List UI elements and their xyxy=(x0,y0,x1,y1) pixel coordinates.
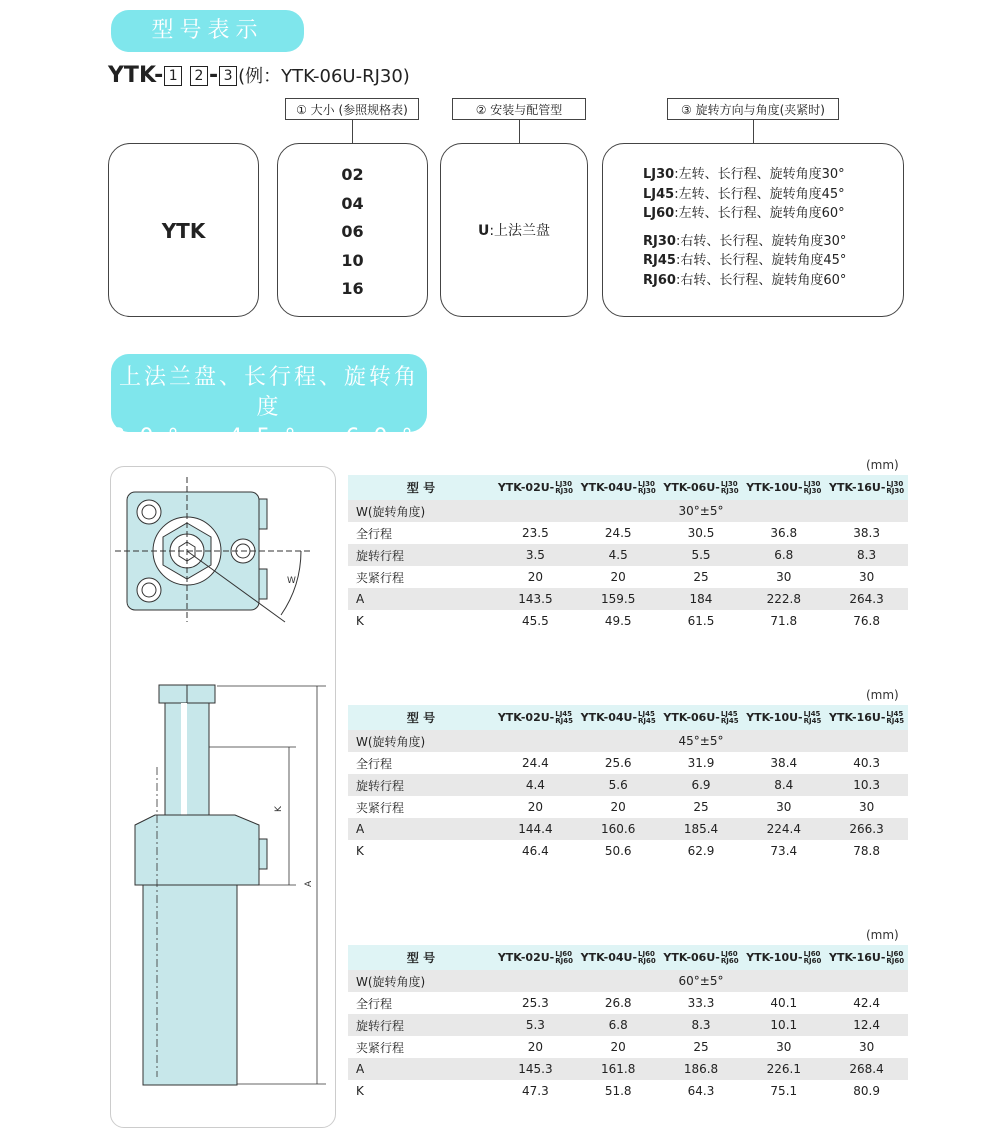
model-suffix xyxy=(721,711,739,725)
row-label: W(旋转角度) xyxy=(348,500,494,522)
direction-option xyxy=(643,232,903,252)
table-cell: 40.1 xyxy=(770,996,798,1010)
suffix-left: LJ30 xyxy=(886,479,904,488)
suffix-right: RJ45 xyxy=(803,716,822,725)
table-cell: 51.8 xyxy=(604,1084,632,1098)
w-dimension-label: W xyxy=(287,576,296,586)
model-header xyxy=(577,945,660,970)
suffix-right: RJ45 xyxy=(638,716,656,725)
table-cell: 20 xyxy=(610,570,626,584)
suffix-right: RJ60 xyxy=(555,956,573,965)
table-cell: 20 xyxy=(527,570,544,584)
model-suffix xyxy=(804,711,822,725)
k-dimension-label: K xyxy=(274,806,284,812)
table-cell: 25 xyxy=(693,800,709,814)
label-direction: ③ 旋转方向与角度(夹紧时) xyxy=(667,98,839,120)
model-header xyxy=(742,475,825,500)
table-cell: 46.4 xyxy=(522,844,549,858)
direction-text: :右转、长行程、旋转角度30° xyxy=(675,233,847,249)
suffix-right: RJ45 xyxy=(555,716,573,725)
model-example: (例：YTK-06U-RJ30) xyxy=(238,66,410,87)
model-suffix xyxy=(886,711,904,725)
direction-text: :左转、长行程、旋转角度30° xyxy=(674,167,845,182)
table-cell: 71.8 xyxy=(770,614,798,628)
direction-option xyxy=(643,271,903,291)
table-row xyxy=(348,1014,908,1036)
table-cell: 45.5 xyxy=(522,614,549,628)
table-cell: 47.3 xyxy=(522,1084,549,1098)
row-label: 全行程 xyxy=(356,756,393,771)
row-label: A xyxy=(348,1058,494,1080)
size-option: 06 xyxy=(341,222,364,241)
row-label: 全行程 xyxy=(356,996,393,1011)
mount-code: U xyxy=(477,223,490,239)
w-value: 30°±5° xyxy=(494,500,908,522)
suffix-left: LJ60 xyxy=(720,949,738,958)
model-name: YTK-10U- xyxy=(746,480,803,494)
table-row xyxy=(348,500,908,522)
model-header xyxy=(577,475,660,500)
table-cell: 10.3 xyxy=(825,774,908,796)
table-cell: 3.5 xyxy=(494,544,577,566)
model-header xyxy=(742,705,825,730)
row-label: W(旋转角度) xyxy=(348,730,494,752)
table-cell: 20 xyxy=(527,800,544,814)
row-label: 全行程 xyxy=(356,526,393,541)
direction-code: LJ45 xyxy=(643,186,675,202)
suffix-left: LJ60 xyxy=(555,949,573,958)
model-name: YTK-04U- xyxy=(580,710,638,724)
row-label: K xyxy=(356,1084,364,1098)
size-option: 04 xyxy=(341,193,364,213)
suffix-right: RJ30 xyxy=(886,486,905,495)
model-suffix xyxy=(638,481,656,495)
unit-label: (mm) xyxy=(866,688,899,702)
suffix-left: LJ30 xyxy=(803,479,821,488)
model-suffix xyxy=(804,481,822,495)
table-cell: 80.9 xyxy=(853,1084,880,1098)
suffix-right: RJ60 xyxy=(638,956,656,965)
model-name: YTK-16U- xyxy=(829,710,886,724)
table-cell: 61.5 xyxy=(687,614,715,628)
row-label: 夹紧行程 xyxy=(356,800,405,815)
table-cell: 268.4 xyxy=(825,1058,908,1080)
header-label: 型 号 xyxy=(348,945,494,970)
model-suffix xyxy=(555,711,573,725)
model-prefix: YTK- xyxy=(108,63,164,88)
table-cell: 264.3 xyxy=(825,588,908,610)
direction-text: :右转、长行程、旋转角度60° xyxy=(675,272,847,288)
row-label: 旋转行程 xyxy=(348,1014,494,1036)
table-row xyxy=(348,992,908,1014)
table-cell: 78.8 xyxy=(853,844,880,858)
section-title-line1: 上法兰盘、长行程、旋转角度 xyxy=(118,365,419,420)
table-cell: 76.8 xyxy=(853,614,880,628)
row-label: 旋转行程 xyxy=(348,544,494,566)
table-cell: 38.3 xyxy=(853,526,880,540)
label-size: ① 大小 (参照规格表) xyxy=(285,98,419,120)
table-cell: 25.6 xyxy=(604,756,632,770)
table-header-row xyxy=(348,705,908,730)
suffix-left: LJ30 xyxy=(555,479,573,488)
table-cell: 30 xyxy=(858,570,875,584)
table-cell: 12.4 xyxy=(825,1014,908,1036)
model-name: YTK-02U- xyxy=(497,480,555,494)
table-cell: 30 xyxy=(776,1040,792,1054)
table-cell: 160.6 xyxy=(577,818,660,840)
suffix-left: LJ45 xyxy=(803,709,821,718)
model-dash: - xyxy=(208,63,219,88)
header-label: 型 号 xyxy=(348,475,494,500)
table-cell: 184 xyxy=(660,588,743,610)
model-suffix xyxy=(721,951,739,965)
table-cell: 50.6 xyxy=(604,844,632,858)
table-cell: 49.5 xyxy=(604,614,632,628)
direction-code: RJ45 xyxy=(643,253,676,268)
model-header xyxy=(825,475,908,500)
table-cell: 8.3 xyxy=(660,1014,743,1036)
mount-text: :上法兰盘 xyxy=(489,223,551,239)
direction-code: RJ30 xyxy=(643,233,676,249)
table-row xyxy=(348,796,908,818)
suffix-left: LJ45 xyxy=(720,709,738,718)
table-cell: 24.5 xyxy=(604,526,632,540)
suffix-right: RJ30 xyxy=(555,486,573,495)
spec-table xyxy=(348,705,908,862)
header-label: 型 号 xyxy=(348,705,494,730)
model-name: YTK-10U- xyxy=(746,710,803,724)
row-label: K xyxy=(356,614,364,628)
table-cell: 30 xyxy=(858,800,875,814)
row-label: K xyxy=(356,844,364,858)
table-cell: 23.5 xyxy=(522,526,549,540)
section-title-line2: 30°、45°、60° xyxy=(111,425,427,450)
table-row xyxy=(348,1080,908,1102)
table-cell: 42.4 xyxy=(853,996,880,1010)
row-label: 夹紧行程 xyxy=(356,570,405,585)
suffix-right: RJ60 xyxy=(803,956,822,965)
model-suffix xyxy=(638,951,656,965)
model-header xyxy=(577,705,660,730)
direction-text: :右转、长行程、旋转角度45° xyxy=(675,253,847,268)
table-header-row xyxy=(348,475,908,500)
suffix-right: RJ30 xyxy=(803,486,822,495)
clamp-cylinder-drawing xyxy=(111,467,337,1129)
section-title-model-code: 型号表示 xyxy=(111,10,304,52)
model-suffix xyxy=(886,951,904,965)
code-box-1: 1 xyxy=(164,66,182,86)
model-name: YTK-02U- xyxy=(497,950,555,964)
table-row xyxy=(348,818,908,840)
table-cell: 64.3 xyxy=(687,1084,715,1098)
table-row xyxy=(348,610,908,632)
connector-line xyxy=(519,120,520,143)
unit-label: (mm) xyxy=(866,458,899,472)
code-box-2: 2 xyxy=(190,66,208,86)
suffix-left: LJ60 xyxy=(886,949,904,958)
size-box xyxy=(277,143,428,317)
row-label: A xyxy=(348,818,494,840)
table-cell: 20 xyxy=(610,800,626,814)
suffix-right: RJ60 xyxy=(720,956,739,965)
model-name: YTK-04U- xyxy=(580,950,638,964)
direction-text: :左转、长行程、旋转角度60° xyxy=(674,206,845,221)
code-box-3: 3 xyxy=(219,66,237,86)
suffix-left: LJ45 xyxy=(886,709,904,718)
table-cell: 26.8 xyxy=(604,996,632,1010)
unit-label: (mm) xyxy=(866,928,899,942)
table-cell: 8.3 xyxy=(825,544,908,566)
suffix-right: RJ45 xyxy=(886,716,905,725)
spec-table xyxy=(348,475,908,632)
table-cell: 10.1 xyxy=(742,1014,825,1036)
model-code-line xyxy=(108,62,410,88)
model-header xyxy=(742,945,825,970)
suffix-left: LJ60 xyxy=(638,949,655,958)
suffix-right: RJ60 xyxy=(886,956,905,965)
model-suffix xyxy=(555,481,573,495)
table-row xyxy=(348,970,908,992)
suffix-left: LJ60 xyxy=(803,949,821,958)
model-header xyxy=(660,945,743,970)
table-row xyxy=(348,774,908,796)
table-cell: 73.4 xyxy=(770,844,798,858)
mount-box xyxy=(440,143,588,317)
row-label: W(旋转角度) xyxy=(348,970,494,992)
suffix-left: LJ45 xyxy=(638,709,655,718)
table-cell: 5.6 xyxy=(577,774,660,796)
table-cell: 30 xyxy=(858,1040,875,1054)
table-cell: 25 xyxy=(693,570,709,584)
model-suffix xyxy=(804,951,822,965)
model-header xyxy=(494,475,577,500)
row-label: A xyxy=(348,588,494,610)
size-option: 10 xyxy=(341,250,364,270)
table-cell: 30 xyxy=(776,570,792,584)
model-header xyxy=(494,705,577,730)
model-suffix xyxy=(886,481,904,495)
table-cell: 25.3 xyxy=(522,996,549,1010)
model-name: YTK-06U- xyxy=(663,950,720,964)
a-dimension-label: A xyxy=(304,880,314,887)
suffix-left: LJ30 xyxy=(638,479,655,488)
table-cell: 185.4 xyxy=(660,818,743,840)
direction-code: LJ60 xyxy=(643,206,675,221)
size-option: 02 xyxy=(341,165,364,184)
suffix-left: LJ45 xyxy=(555,709,573,718)
table-cell: 62.9 xyxy=(687,844,715,858)
suffix-right: RJ30 xyxy=(638,486,656,495)
table-cell: 20 xyxy=(527,1040,544,1054)
technical-drawing-panel xyxy=(110,466,336,1128)
spec-table xyxy=(348,945,908,1102)
model-name: YTK-16U- xyxy=(829,950,886,964)
w-value: 60°±5° xyxy=(494,970,908,992)
table-cell: 30.5 xyxy=(687,526,715,540)
table-row xyxy=(348,752,908,774)
table-cell: 24.4 xyxy=(522,756,549,770)
table-row xyxy=(348,730,908,752)
table-cell: 161.8 xyxy=(577,1058,660,1080)
table-cell: 145.3 xyxy=(494,1058,577,1080)
suffix-right: RJ30 xyxy=(720,486,739,495)
w-value: 45°±5° xyxy=(494,730,908,752)
table-cell: 38.4 xyxy=(770,756,798,770)
label-mount: ② 安装与配管型 xyxy=(452,98,586,120)
table-row xyxy=(348,840,908,862)
size-option: 16 xyxy=(341,279,364,298)
connector-line xyxy=(352,120,353,143)
table-cell: 4.5 xyxy=(577,544,660,566)
table-cell: 5.5 xyxy=(660,544,743,566)
table-row xyxy=(348,588,908,610)
direction-code: LJ30 xyxy=(643,167,675,182)
table-cell: 186.8 xyxy=(660,1058,743,1080)
table-cell: 222.8 xyxy=(742,588,825,610)
table-cell: 224.4 xyxy=(742,818,825,840)
table-cell: 226.1 xyxy=(742,1058,825,1080)
model-name: YTK-06U- xyxy=(663,480,720,494)
table-cell: 4.4 xyxy=(494,774,577,796)
table-cell: 40.3 xyxy=(853,756,880,770)
direction-option xyxy=(643,165,903,185)
model-suffix xyxy=(721,481,739,495)
row-label: 夹紧行程 xyxy=(356,1040,405,1055)
direction-option xyxy=(643,204,903,224)
table-cell: 159.5 xyxy=(577,588,660,610)
table-cell: 8.4 xyxy=(742,774,825,796)
table-cell: 266.3 xyxy=(825,818,908,840)
connector-line xyxy=(753,120,754,143)
direction-option xyxy=(643,251,903,271)
table-cell: 25 xyxy=(693,1040,709,1054)
direction-text: :左转、长行程、旋转角度45° xyxy=(674,186,845,202)
table-cell: 143.5 xyxy=(494,588,577,610)
table-cell: 5.3 xyxy=(494,1014,577,1036)
direction-box xyxy=(602,143,904,317)
suffix-left: LJ30 xyxy=(720,479,738,488)
model-name: YTK-16U- xyxy=(829,480,886,494)
model-name: YTK-04U- xyxy=(580,480,638,494)
model-name: YTK-10U- xyxy=(746,950,803,964)
table-cell: 30 xyxy=(776,800,792,814)
table-cell: 144.4 xyxy=(494,818,577,840)
model-name: YTK-02U- xyxy=(497,710,555,724)
series-box: YTK xyxy=(108,143,259,317)
side-view xyxy=(135,685,267,1085)
table-row xyxy=(348,1058,908,1080)
model-suffix xyxy=(638,711,656,725)
model-header xyxy=(660,475,743,500)
table-row xyxy=(348,522,908,544)
table-cell: 75.1 xyxy=(770,1084,798,1098)
suffix-right: RJ45 xyxy=(720,716,739,725)
table-cell: 36.8 xyxy=(770,526,798,540)
table-row xyxy=(348,566,908,588)
model-header xyxy=(825,945,908,970)
model-name: YTK-06U- xyxy=(663,710,720,724)
table-cell: 20 xyxy=(610,1040,626,1054)
table-cell: 6.9 xyxy=(660,774,743,796)
section-title-spec xyxy=(111,354,427,450)
table-cell: 6.8 xyxy=(577,1014,660,1036)
top-view xyxy=(115,477,311,622)
table-cell: 6.8 xyxy=(742,544,825,566)
row-label: 旋转行程 xyxy=(348,774,494,796)
table-row xyxy=(348,1036,908,1058)
direction-code: RJ60 xyxy=(643,272,676,288)
table-header-row xyxy=(348,945,908,970)
direction-option xyxy=(643,185,903,205)
model-header xyxy=(660,705,743,730)
table-row xyxy=(348,544,908,566)
model-suffix xyxy=(555,951,573,965)
table-cell: 33.3 xyxy=(687,996,715,1010)
model-header xyxy=(494,945,577,970)
table-cell: 31.9 xyxy=(687,756,715,770)
model-header xyxy=(825,705,908,730)
